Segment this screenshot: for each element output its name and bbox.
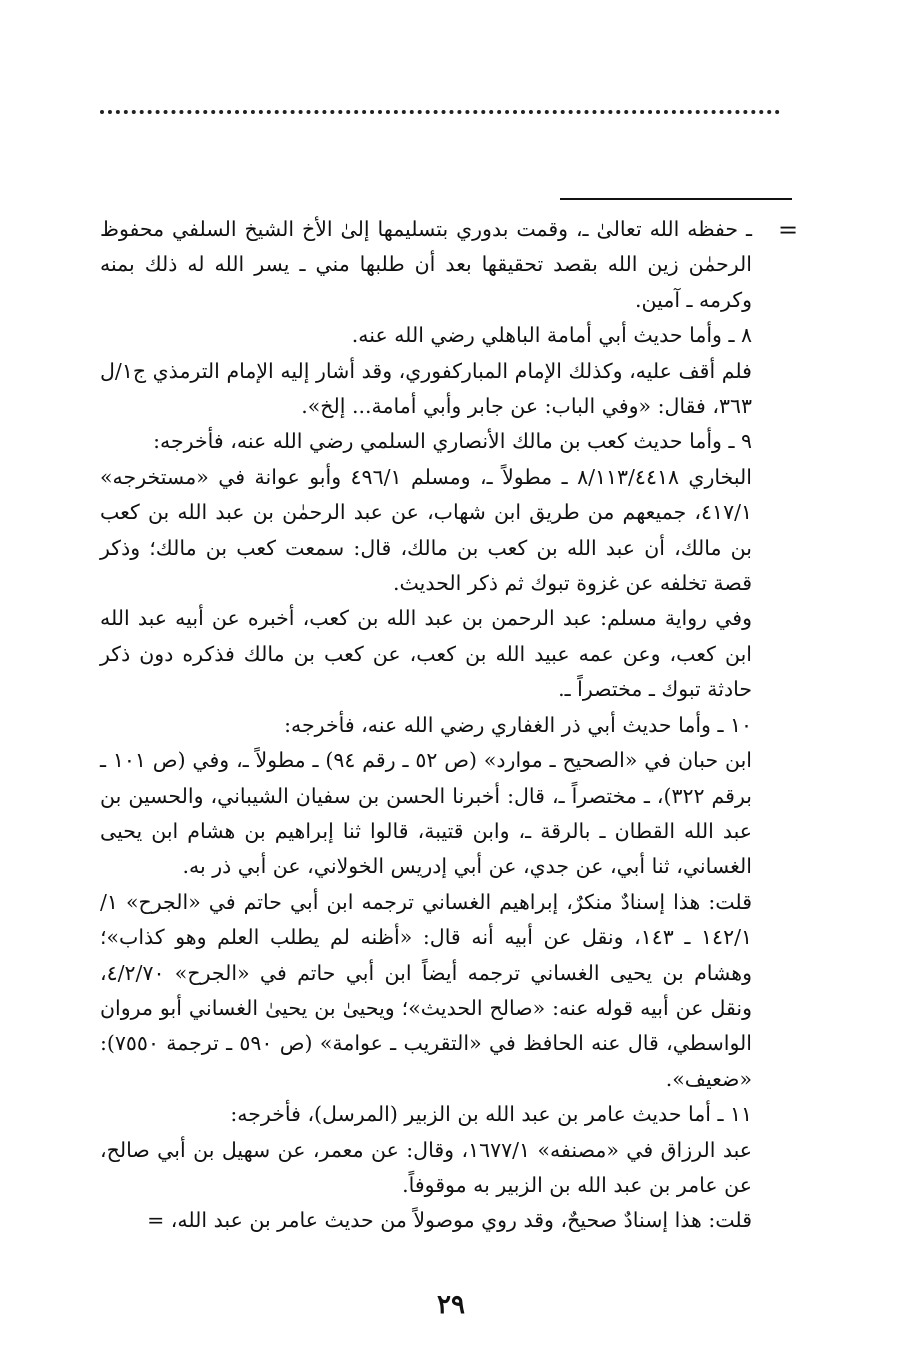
- paragraph: ٩ ـ وأما حديث كعب بن مالك الأنصاري السلمي رضي الله عنه، فأخرجه:: [153, 429, 752, 454]
- footnote-text: [100, 212, 752, 1239]
- paragraph: فلم أقف عليه، وكذلك الإمام المباركفوري، وقد أشار إليه الإمام الترمذي ج١/ل ٣٦٣، فقال: «وفي الباب: عن جابر وأبي أمامة... إلخ».: [100, 358, 752, 419]
- page-number: ٢٩: [437, 1290, 465, 1320]
- paragraph: عبد الرزاق في «مصنفه» ١٦٧٧/١، وقال: عن معمر، عن سهيل بن أبي صالح، عن عامر بن عبد الله بن الزبير به موقوفاً.: [100, 1137, 753, 1197]
- paragraph: البخاري ٨/١١٣/٤٤١٨ ـ مطولاً ـ، ومسلم ٤٩٦/١ وأبو عوانة في «مستخرجه» ٤١٧/١، جميعهم من طريق ابن شهاب، عن عبد الرحمٰن بن عبد الله بن كعب بن مالك، أن عبد الله بن كعب بن مالك، قال: سمعت كعب بن مالك؛ وذكر قصة تخلفه عن غزوة تبوك ثم ذكر الحديث.: [100, 464, 752, 596]
- footnote-separator: [560, 198, 792, 200]
- paragraph: ابن حبان في «الصحيح ـ موارد» (ص ٥٢ ـ رقم ٩٤) ـ مطولاً ـ، وفي (ص ١٠١ ـ برقم ٣٢٢)، ـ مختصراً ـ، قال: أخبرنا الحسن بن سفيان الشيباني، والحسين بن عبد الله القطان ـ بالرقة ـ، وابن قتيبة، قالوا ثنا إبراهيم بن هشام ابن يحيى الغساني، ثنا أبي، عن جدي، عن أبي إدريس الخولاني، عن أبي ذر به.: [100, 748, 752, 879]
- paragraph: قلت: هذا إسنادٌ صحيحٌ، وقد روي موصولاً من حديث عامر بن عبد الله، =: [147, 1208, 752, 1233]
- paragraph: قلت: هذا إسنادٌ منكرٌ، إبراهيم الغساني ترجمه ابن أبي حاتم في «الجرح» ١/ ١٤٢/١ ـ ١٤٣، ونقل عن أبيه أنه قال: «أظنه لم يطلب العلم وهو كذاب»؛ وهشام بن يحيى الغساني ترجمه أيضاً ابن أبي حاتم في «الجرح» ٤/٢/٧٠، ونقل عن أبيه قوله عنه: «صالح الحديث»؛ ويحيىٰ بن يحيىٰ الغساني أبو مروان الواسطي، قال عنه الحافظ في «التقريب ـ عوامة» (ص ٥٩٠ ـ ترجمة ٧٥٥٠): «ضعيف».: [100, 889, 752, 1091]
- paragraph: ـ حفظه الله تعالىٰ ـ، وقمت بدوري بتسليمها إلىٰ الأخ الشيخ السلفي محفوظ الرحمٰن زين الله بقصد تحقيقها بعد أن طلبها مني ـ يسر الله له ذلك بمنه وكرمه ـ آمين.: [100, 217, 752, 312]
- continuation-mark: =: [778, 216, 799, 244]
- paragraph: ٨ ـ وأما حديث أبي أمامة الباهلي رضي الله عنه.: [351, 323, 752, 348]
- paragraph: ١١ ـ أما حديث عامر بن عبد الله بن الزبير (المرسل)، فأخرجه:: [230, 1102, 752, 1127]
- paragraph: وفي رواية مسلم: عبد الرحمن بن عبد الله بن كعب، أخبره عن أبيه عبد الله ابن كعب، وعن عمه عبيد الله بن كعب، عن كعب بن مالك فذكره دون ذكر حادثة تبوك ـ مختصراً ـ.: [100, 606, 752, 702]
- dotted-separator: [100, 110, 780, 124]
- paragraph: ١٠ ـ وأما حديث أبي ذر الغفاري رضي الله عنه، فأخرجه:: [284, 712, 752, 737]
